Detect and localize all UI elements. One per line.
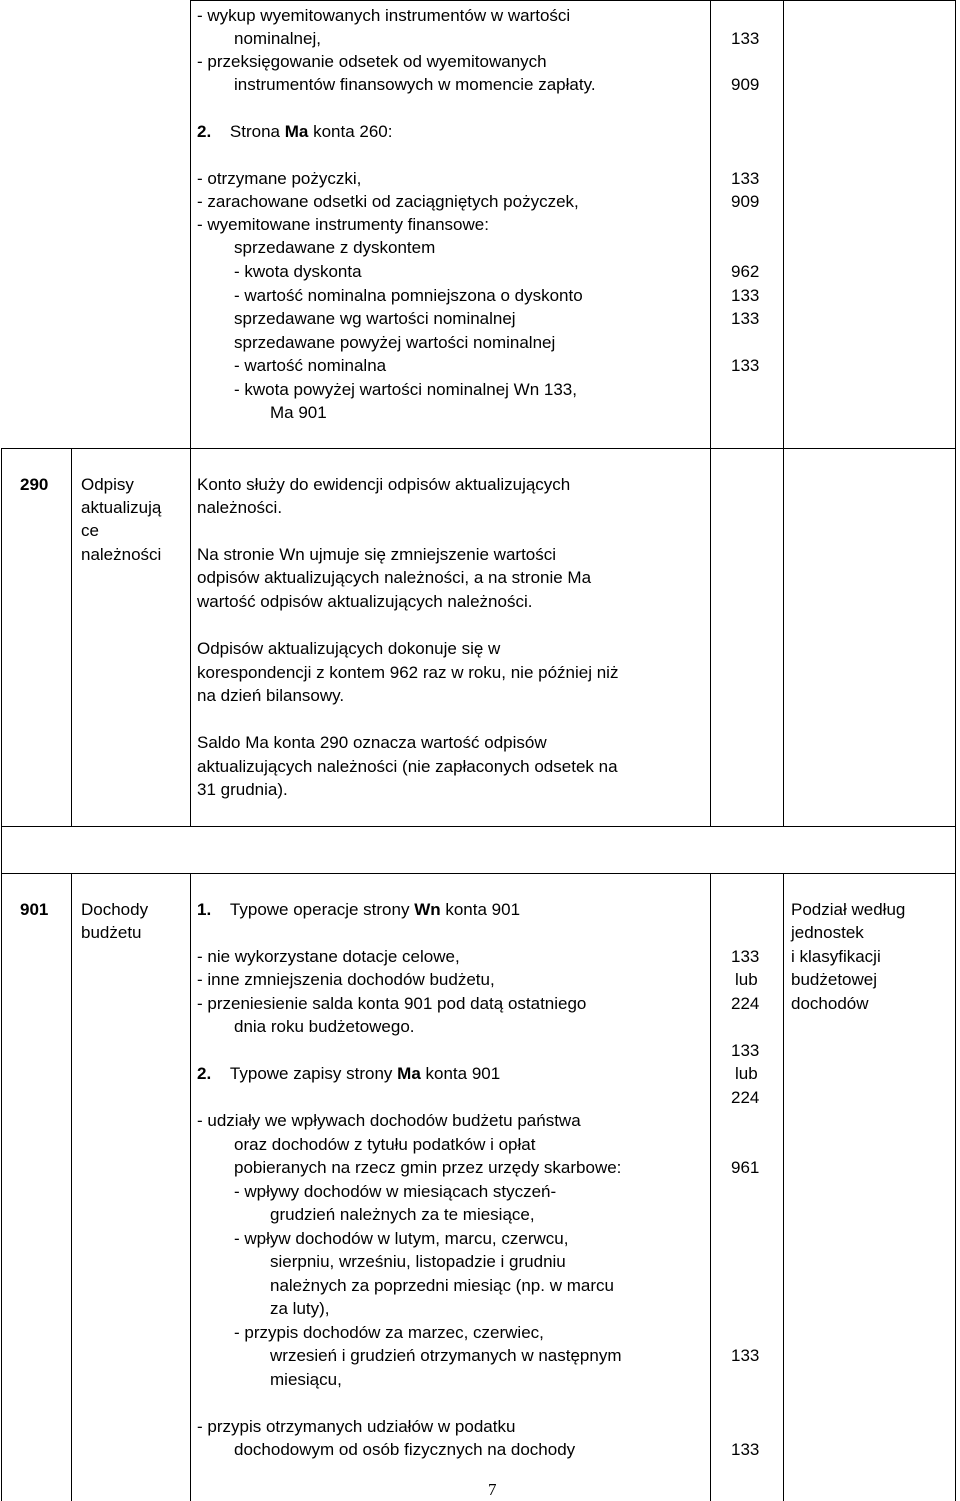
- row901-account: 133: [731, 947, 760, 966]
- block2-line: - kwota dyskonta: [234, 262, 362, 281]
- block2-account: 962: [731, 262, 760, 281]
- heading-side: Ma: [397, 1064, 421, 1083]
- row901-account: 961: [731, 1158, 760, 1177]
- block2-line: Ma 901: [270, 403, 327, 422]
- heading-number: 1.: [197, 900, 212, 919]
- table-rule-290-bottom: [1, 826, 956, 827]
- row901-ma-line: należnych za poprzedni miesiąc (np. w marcu: [270, 1276, 614, 1295]
- block1-line: - przeksięgowanie odsetek od wyemitowanych: [197, 52, 547, 71]
- col-divider-number: [71, 448, 72, 826]
- block2-heading: [197, 120, 392, 143]
- table-rule-290-top: [1, 448, 956, 449]
- block2-heading-pre: Strona: [229, 122, 285, 141]
- heading-pre: Typowe operacje strony: [229, 900, 415, 919]
- block1-line: nominalnej,: [234, 29, 321, 48]
- row901-ma-line: sierpniu, wrześniu, listopadzie i grudniu: [270, 1252, 566, 1271]
- block2-line: - wartość nominalna pomniejszona o dyskonto: [234, 286, 583, 305]
- account-name-line: aktualizują: [81, 498, 162, 517]
- block2-heading-number: 2.: [197, 122, 212, 141]
- row901-wn-line: - inne zmniejszenia dochodów budżetu,: [197, 970, 495, 989]
- heading-side: Wn: [414, 900, 441, 919]
- block2-line: sprzedawane wg wartości nominalnej: [234, 309, 516, 328]
- table-border-left: [1, 448, 2, 1501]
- row901-wn-line: - przeniesienie salda konta 901 pod datą ostatniego: [197, 994, 587, 1013]
- block1-line: - wykup wyemitowanych instrumentów w wartości: [197, 6, 571, 25]
- block1-account: 909: [731, 75, 760, 94]
- col-divider-desc-901: [710, 873, 711, 1501]
- row901-ma-line: dochodowym od osób fizycznych na dochody: [234, 1440, 576, 1459]
- row901-ma-line: oraz dochodów z tytułu podatków i opłat: [234, 1135, 536, 1154]
- table-border-right: [955, 0, 956, 1501]
- row290-desc-line: na dzień bilansowy.: [197, 686, 345, 705]
- row290-desc-line: 31 grudnia).: [197, 780, 288, 799]
- row901-ma-line: - przypis dochodów za marzec, czerwiec,: [234, 1323, 544, 1342]
- row901-wn-line: dnia roku budżetowego.: [234, 1017, 415, 1036]
- row901-note-line: Podział według: [791, 900, 906, 919]
- row290-desc-line: Odpisów aktualizujących dokonuje się w: [197, 639, 501, 658]
- row901-ma-line: wrzesień i grudzień otrzymanych w następnym: [270, 1346, 622, 1365]
- account-number-901: 901: [20, 900, 49, 919]
- block2-line: - wyemitowane instrumenty finansowe:: [197, 215, 489, 234]
- account-name-line: ce: [81, 521, 99, 540]
- block2-line: - kwota powyżej wartości nominalnej Wn 133,: [234, 380, 577, 399]
- block2-heading-side: Ma: [284, 122, 309, 141]
- block2-heading-post: konta 260:: [308, 122, 393, 141]
- row901-wn-line: - nie wykorzystane dotacje celowe,: [197, 947, 460, 966]
- block2-account: 133: [731, 286, 760, 305]
- row901-ma-line: za luty),: [270, 1299, 330, 1318]
- account-name-line: Odpisy: [81, 475, 134, 494]
- col-divider-name-901: [190, 873, 191, 1501]
- block2-line: - wartość nominalna: [234, 356, 387, 375]
- row290-desc-line: Saldo Ma konta 290 oznacza wartość odpisów: [197, 733, 547, 752]
- table-rule-top: [190, 0, 956, 1]
- row901-account: 224: [731, 1088, 760, 1107]
- heading-post: konta 901: [440, 900, 521, 919]
- account-name-line: budżetu: [81, 923, 142, 942]
- block2-account: 133: [731, 169, 760, 188]
- row901-ma-line: grudzień należnych za te miesiące,: [270, 1205, 535, 1224]
- row901-note-line: budżetowej: [791, 970, 878, 989]
- row901-ma-line: - wpływy dochodów w miesiącach styczeń-: [234, 1182, 557, 1201]
- heading-number: 2.: [197, 1064, 212, 1083]
- block2-line: sprzedawane z dyskontem: [234, 238, 436, 257]
- row290-desc-line: Na stronie Wn ujmuje się zmniejszenie wartości: [197, 545, 557, 564]
- row901-account: 224: [731, 994, 760, 1013]
- heading-post: konta 901: [420, 1064, 501, 1083]
- page-number: 7: [488, 1480, 497, 1499]
- block2-line: - zarachowane odsetki od zaciągniętych pożyczek,: [197, 192, 579, 211]
- row290-desc-line: wartość odpisów aktualizujących należności.: [197, 592, 533, 611]
- row901-ma-line: pobieranych na rzecz gmin przez urzędy skarbowe:: [234, 1158, 622, 1177]
- row290-desc-line: należności.: [197, 498, 283, 517]
- account-name-line: Dochody: [81, 900, 149, 919]
- row901-heading-wn: [197, 898, 520, 921]
- row901-heading-ma: [197, 1062, 500, 1085]
- row901-ma-line: - udziały we wpływach dochodów budżetu państwa: [197, 1111, 581, 1130]
- row901-ma-line: - przypis otrzymanych udziałów w podatku: [197, 1417, 516, 1436]
- account-number-290: 290: [20, 475, 49, 494]
- col-divider-accounts: [783, 0, 784, 826]
- block2-account: 133: [731, 309, 760, 328]
- table-rule-spacer-bottom: [1, 873, 956, 874]
- row901-account: lub: [735, 970, 758, 989]
- row290-desc-line: aktualizujących należności (nie zapłaconych odsetek na: [197, 757, 618, 776]
- block1-line: instrumentów finansowych w momencie zapłaty.: [234, 75, 596, 94]
- account-name-line: należności: [81, 545, 162, 564]
- row901-account: 133: [731, 1440, 760, 1459]
- row901-ma-line: miesiącu,: [270, 1370, 342, 1389]
- row901-note-line: jednostek: [791, 923, 864, 942]
- block2-account: 909: [731, 192, 760, 211]
- col-divider-desc: [710, 0, 711, 826]
- col-divider-number-901: [71, 873, 72, 1501]
- col-divider-accounts-901: [783, 873, 784, 1501]
- col-divider-name: [190, 0, 191, 826]
- heading-pre: Typowe zapisy strony: [229, 1064, 398, 1083]
- block2-account: 133: [731, 356, 760, 375]
- row290-desc-line: korespondencji z kontem 962 raz w roku, nie później niż: [197, 663, 619, 682]
- row901-note-line: i klasyfikacji: [791, 947, 881, 966]
- block2-line: sprzedawane powyżej wartości nominalnej: [234, 333, 556, 352]
- block2-line: - otrzymane pożyczki,: [197, 169, 362, 188]
- row901-account: 133: [731, 1041, 760, 1060]
- row290-desc-line: odpisów aktualizujących należności, a na stronie Ma: [197, 568, 592, 587]
- row290-desc-line: Konto służy do ewidencji odpisów aktualizujących: [197, 475, 571, 494]
- row901-note-line: dochodów: [791, 994, 869, 1013]
- row901-ma-line: - wpływ dochodów w lutym, marcu, czerwcu,: [234, 1229, 569, 1248]
- block1-account: 133: [731, 29, 760, 48]
- row901-account: 133: [731, 1346, 760, 1365]
- row901-account: lub: [735, 1064, 758, 1083]
